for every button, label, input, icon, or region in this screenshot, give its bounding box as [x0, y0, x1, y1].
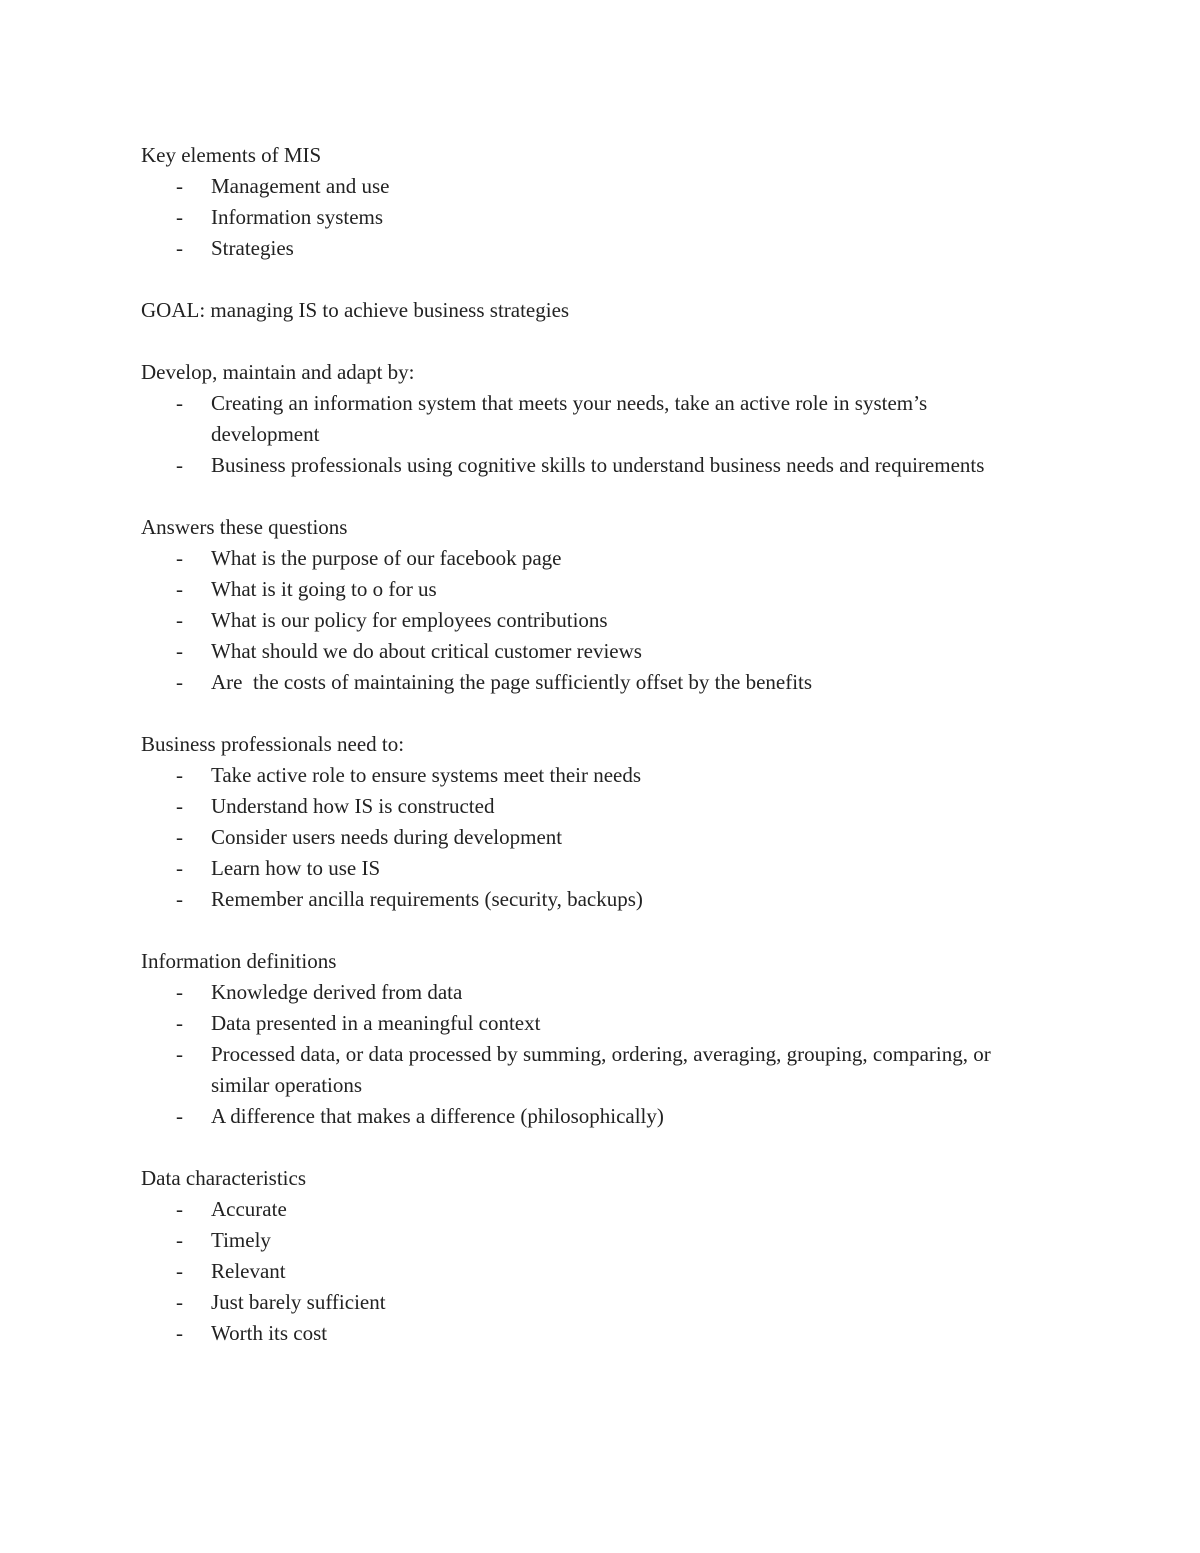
section-key-elements — [141, 140, 1041, 264]
dash-bullet: - — [176, 1228, 183, 1252]
dash-bullet: - — [176, 1259, 183, 1283]
dash-bullet: - — [176, 391, 183, 415]
bullet-list — [141, 543, 1041, 698]
dash-bullet: - — [176, 174, 183, 198]
list-item — [141, 1256, 1031, 1287]
list-item — [141, 853, 1031, 884]
goal-statement: GOAL: managing IS to achieve business strategies — [141, 298, 570, 322]
list-item-text: Management and use — [211, 174, 390, 198]
list-item-text: Are the costs of maintaining the page sufficiently offset by the benefits — [211, 670, 813, 694]
section-heading: Business professionals need to: — [141, 732, 405, 756]
list-item-text: Information systems — [211, 205, 384, 229]
list-item-text: Knowledge derived from data — [211, 980, 463, 1004]
list-item-text: What is the purpose of our facebook page — [211, 546, 562, 570]
list-item — [141, 1039, 1031, 1101]
bullet-list — [141, 1194, 1041, 1349]
list-item — [141, 1101, 1031, 1132]
list-item — [141, 202, 1031, 233]
dash-bullet: - — [176, 577, 183, 601]
bullet-list — [141, 388, 1041, 481]
dash-bullet: - — [176, 639, 183, 663]
section-data-characteristics — [141, 1163, 1041, 1349]
list-item-text: Creating an information system that meets your needs, take an active role in system’s development — [211, 391, 928, 446]
dash-bullet: - — [176, 1290, 183, 1314]
list-item — [141, 667, 1031, 698]
dash-bullet: - — [176, 236, 183, 260]
dash-bullet: - — [176, 1011, 183, 1035]
list-item — [141, 760, 1031, 791]
list-item-text: What is it going to o for us — [211, 577, 437, 601]
list-item-text: Remember ancilla requirements (security, backups) — [211, 887, 643, 911]
dash-bullet: - — [176, 1197, 183, 1221]
dash-bullet: - — [176, 763, 183, 787]
list-item — [141, 1225, 1031, 1256]
list-item — [141, 884, 1031, 915]
list-item — [141, 1194, 1031, 1225]
list-item-text: A difference that makes a difference (philosophically) — [211, 1104, 664, 1128]
bullet-list — [141, 171, 1041, 264]
dash-bullet: - — [176, 980, 183, 1004]
section-heading: Information definitions — [141, 949, 337, 973]
dash-bullet: - — [176, 887, 183, 911]
list-item-text: Timely — [211, 1228, 271, 1252]
list-item — [141, 450, 1031, 481]
list-item-text: Relevant — [211, 1259, 286, 1283]
section-heading: Answers these questions — [141, 515, 348, 539]
list-item-text: Understand how IS is constructed — [211, 794, 495, 818]
list-item — [141, 388, 1031, 450]
dash-bullet: - — [176, 856, 183, 880]
dash-bullet: - — [176, 546, 183, 570]
section-professionals — [141, 729, 1041, 915]
list-item-text: Data presented in a meaningful context — [211, 1011, 541, 1035]
list-item-text: Business professionals using cognitive skills to understand business needs and requirements — [211, 453, 985, 477]
list-item — [141, 233, 1031, 264]
list-item — [141, 1318, 1031, 1349]
section-goal — [141, 295, 1041, 326]
list-item-text: Take active role to ensure systems meet their needs — [211, 763, 642, 787]
dash-bullet: - — [176, 1042, 183, 1066]
list-item — [141, 791, 1031, 822]
list-item — [141, 636, 1031, 667]
list-item-text: Strategies — [211, 236, 294, 260]
list-item-text: Accurate — [211, 1197, 287, 1221]
section-heading: Key elements of MIS — [141, 143, 322, 167]
list-item-text: Processed data, or data processed by summing, ordering, averaging, grouping, comparing, or similar operations — [211, 1042, 991, 1097]
section-develop — [141, 357, 1041, 481]
list-item — [141, 171, 1031, 202]
list-item — [141, 543, 1031, 574]
list-item — [141, 1287, 1031, 1318]
list-item-text: Learn how to use IS — [211, 856, 381, 880]
section-heading: Data characteristics — [141, 1166, 306, 1190]
list-item — [141, 822, 1031, 853]
dash-bullet: - — [176, 825, 183, 849]
list-item — [141, 605, 1031, 636]
dash-bullet: - — [176, 794, 183, 818]
section-questions — [141, 512, 1041, 698]
list-item — [141, 977, 1031, 1008]
section-information-definitions — [141, 946, 1041, 1132]
list-item-text: What is our policy for employees contributions — [211, 608, 608, 632]
bullet-list — [141, 760, 1041, 915]
bullet-list — [141, 977, 1041, 1132]
list-item — [141, 574, 1031, 605]
list-item — [141, 1008, 1031, 1039]
list-item-text: Worth its cost — [211, 1321, 328, 1345]
dash-bullet: - — [176, 1321, 183, 1345]
dash-bullet: - — [176, 205, 183, 229]
dash-bullet: - — [176, 453, 183, 477]
list-item-text: What should we do about critical customer reviews — [211, 639, 642, 663]
dash-bullet: - — [176, 608, 183, 632]
section-heading: Develop, maintain and adapt by: — [141, 360, 415, 384]
dash-bullet: - — [176, 670, 183, 694]
document-page — [141, 140, 1041, 1380]
dash-bullet: - — [176, 1104, 183, 1128]
list-item-text: Consider users needs during development — [211, 825, 563, 849]
list-item-text: Just barely sufficient — [211, 1290, 386, 1314]
